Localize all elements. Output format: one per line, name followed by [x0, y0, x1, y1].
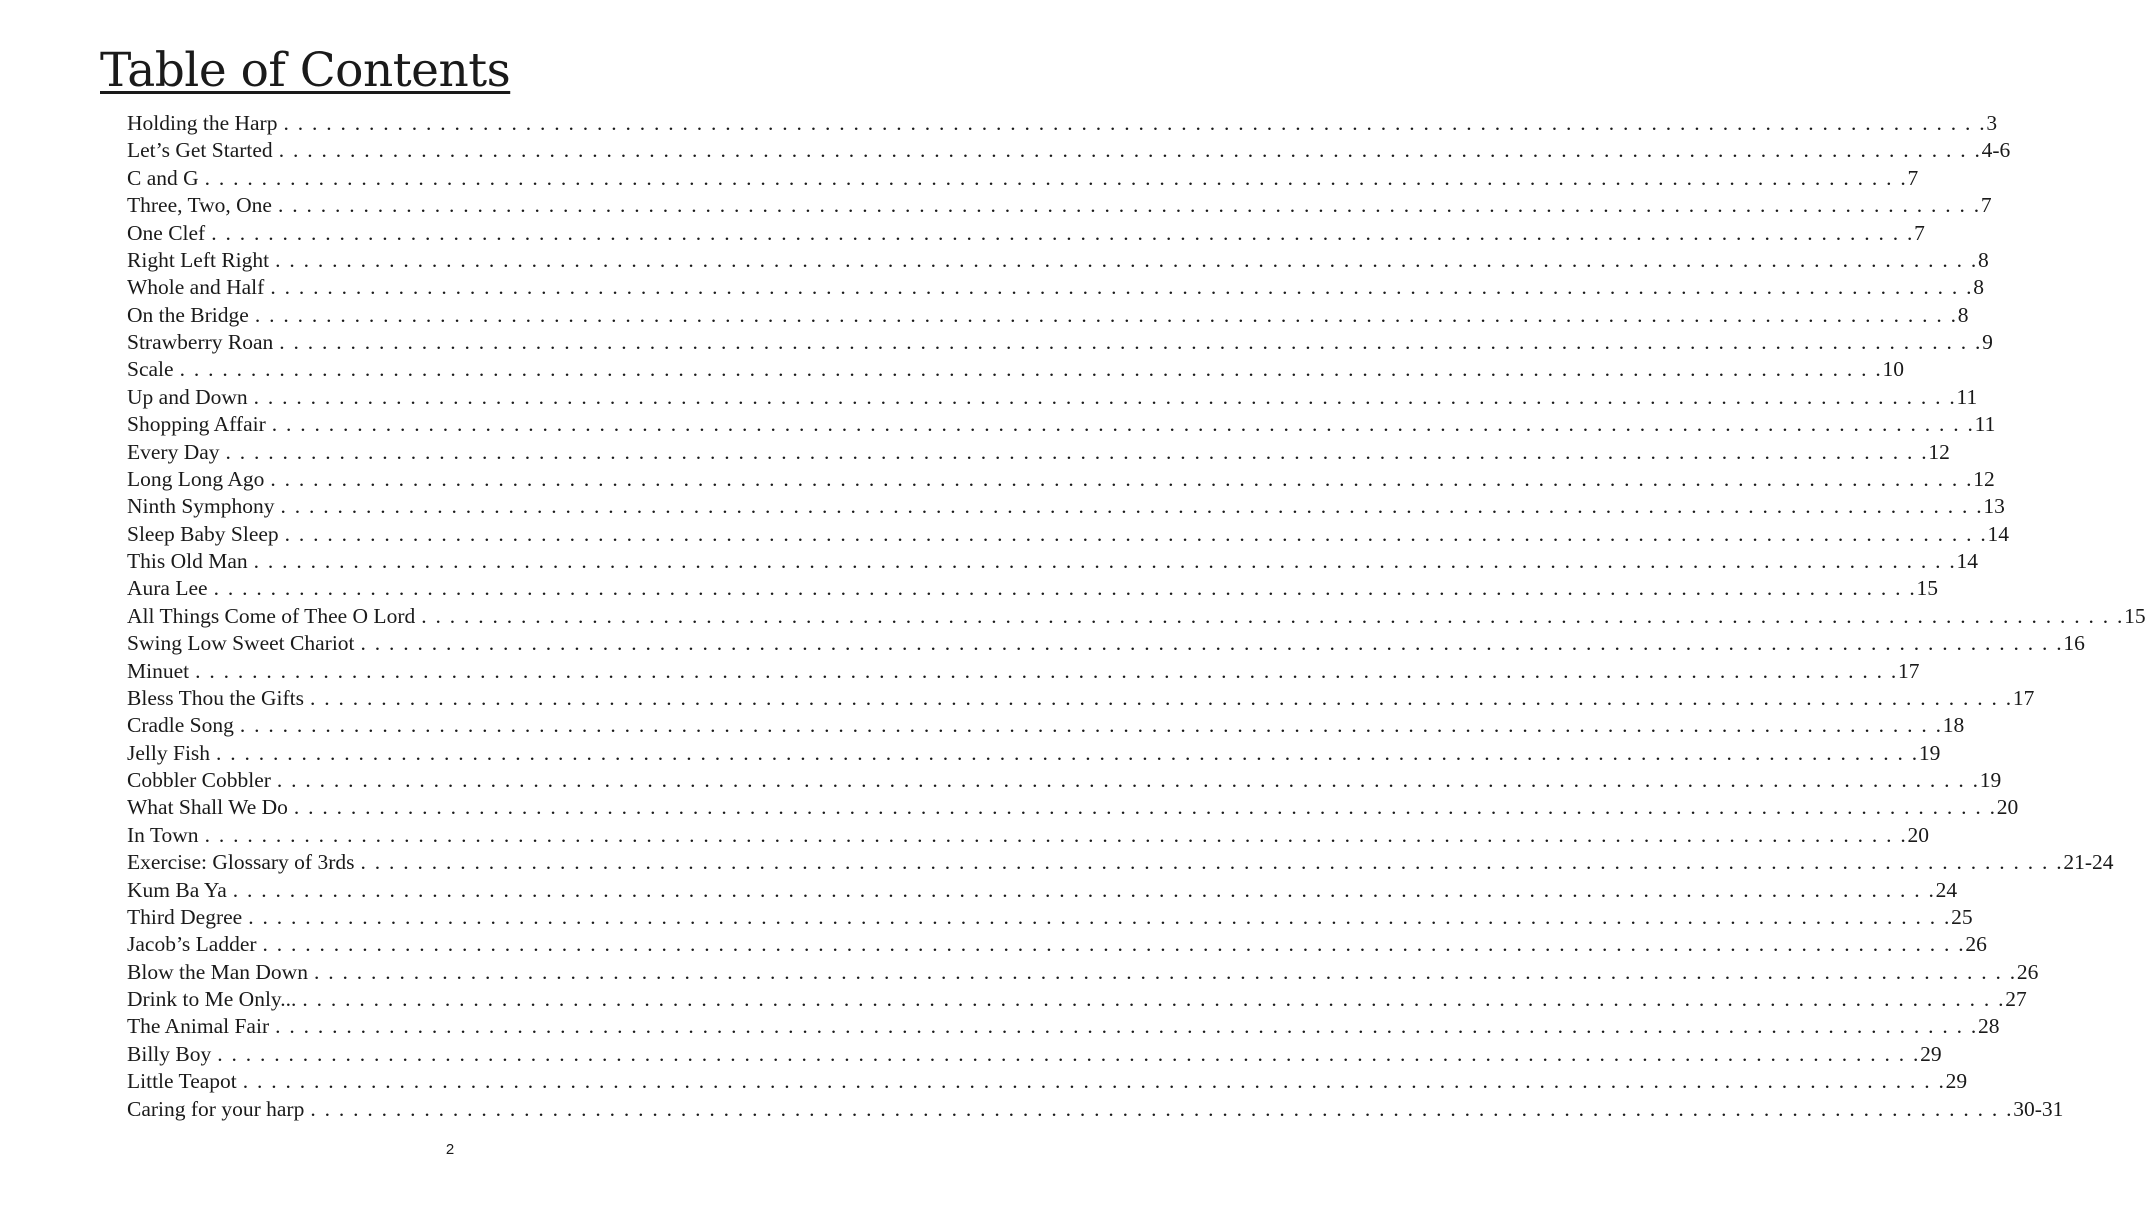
- toc-entry-page: 20: [1907, 822, 1929, 847]
- toc-entry-page: 26: [2016, 959, 2039, 984]
- toc-entry-title: What Shall We Do: [127, 795, 288, 820]
- toc-dot-leader: . . . . . . . . . . . . . . . . . . . . . . . . . . . . . . . . . . . . . . . . . . . . . . . . . . . . . . . . . . . . . . . . . . . . . . . . . . . . . . . . . . . . . . . . . . . . . . . . . . . . . . . . . . . . . . . . . . . . . . . .: [204, 165, 1908, 190]
- toc-entry: [127, 165, 1919, 192]
- toc-entry-title: Every Day: [127, 439, 220, 464]
- toc-entry-page: 17: [1897, 658, 1920, 683]
- toc-dot-leader: . . . . . . . . . . . . . . . . . . . . . . . . . . . . . . . . . . . . . . . . . . . . . . . . . . . . . . . . . . . . . . . . . . . . . . . . . . . . . . . . . . . . . . . . . . . . . . . . . . . . . . . . . . . . . . . . . . . . . . . .: [204, 822, 1908, 847]
- toc-dot-leader: . . . . . . . . . . . . . . . . . . . . . . . . . . . . . . . . . . . . . . . . . . . . . . . . . . . . . . . . . . . . . . . . . . . . . . . . . . . . . . . . . . . . . . . . . . . . . . . . . . . . . . . . . . . . . . . . . . . . . . . .: [275, 247, 1979, 272]
- toc-dot-leader: . . . . . . . . . . . . . . . . . . . . . . . . . . . . . . . . . . . . . . . . . . . . . . . . . . . . . . . . . . . . . . . . . . . . . . . . . . . . . . . . . . . . . . . . . . . . . . . . . . . . . . . . . . . . . . . . . . . . . . . .: [276, 768, 1980, 792]
- toc-entry-page: 27: [2005, 987, 2027, 1011]
- toc-dot-leader: . . . . . . . . . . . . . . . . . . . . . . . . . . . . . . . . . . . . . . . . . . . . . . . . . . . . . . . . . . . . . . . . . . . . . . . . . . . . . . . . . . . . . . . . . . . . . . . . . . . . . . . . . . . . . . . . . . . . . . . .: [278, 138, 1982, 163]
- toc-entry-title: Right Left Right: [127, 247, 270, 272]
- toc-entry-page: 15: [1916, 576, 1938, 601]
- toc-entry-title: Whole and Half: [127, 275, 265, 300]
- toc-entry: [127, 302, 1969, 329]
- page-number: 2: [445, 1141, 455, 1158]
- toc-dot-leader: . . . . . . . . . . . . . . . . . . . . . . . . . . . . . . . . . . . . . . . . . . . . . . . . . . . . . . . . . . . . . . . . . . . . . . . . . . . . . . . . . . . . . . . . . . . . . . . . . . . . . . . . . . . . . . . . . . . . . . . .: [216, 740, 1919, 765]
- toc-dot-leader: . . . . . . . . . . . . . . . . . . . . . . . . . . . . . . . . . . . . . . . . . . . . . . . . . . . . . . . . . . . . . . . . . . . . . . . . . . . . . . . . . . . . . . . . . . . . . . . . . . . . . . . . . . . . . . . . . . . . . . . .: [280, 494, 1984, 519]
- toc-entry-page: 30-31: [2013, 1096, 2064, 1121]
- toc-dot-leader: . . . . . . . . . . . . . . . . . . . . . . . . . . . . . . . . . . . . . . . . . . . . . . . . . . . . . . . . . . . . . . . . . . . . . . . . . . . . . . . . . . . . . . . . . . . . . . . . . . . . . . . . . . . . . . . . . . . . . . . .: [248, 904, 1952, 929]
- toc-entry: [127, 493, 2005, 520]
- toc-entry-title: Kum Ba Ya: [127, 877, 227, 902]
- toc-dot-leader: . . . . . . . . . . . . . . . . . . . . . . . . . . . . . . . . . . . . . . . . . . . . . . . . . . . . . . . . . . . . . . . . . . . . . . . . . . . . . . . . . . . . . . . . . . . . . . . . . . . . . . . . . . . . . . . . . . . . . . . .: [179, 357, 1883, 382]
- toc-entry-title: Swing Low Sweet Chariot: [127, 631, 355, 656]
- toc-entry-page: 28: [1978, 1014, 2000, 1039]
- toc-entry: [127, 356, 1904, 383]
- toc-entry: [127, 822, 1929, 849]
- toc-entry-title: Cobbler Cobbler: [127, 768, 271, 792]
- toc-entry: [127, 658, 1920, 685]
- toc-entry: [127, 466, 1995, 493]
- toc-dot-leader: . . . . . . . . . . . . . . . . . . . . . . . . . . . . . . . . . . . . . . . . . . . . . . . . . . . . . . . . . . . . . . . . . . . . . . . . . . . . . . . . . . . . . . . . . . . . . . . . . . . . . . . . . . . . . . . . . . . . . . . .: [253, 549, 1957, 573]
- toc-list: [127, 110, 2146, 1123]
- toc-entry-title: In Town: [127, 822, 199, 847]
- toc-entry: [127, 1013, 2000, 1040]
- toc-entry: [127, 794, 2019, 821]
- toc-entry: [127, 603, 2146, 630]
- toc-entry-title: Holding the Harp: [127, 111, 278, 135]
- toc-dot-leader: . . . . . . . . . . . . . . . . . . . . . . . . . . . . . . . . . . . . . . . . . . . . . . . . . . . . . . . . . . . . . . . . . . . . . . . . . . . . . . . . . . . . . . . . . . . . . . . . . . . . . . . . . . . . . . . . . . . . . . . .: [217, 1041, 1921, 1066]
- toc-entry: [127, 1068, 1968, 1095]
- toc-entry: [127, 1096, 2064, 1123]
- toc-dot-leader: . . . . . . . . . . . . . . . . . . . . . . . . . . . . . . . . . . . . . . . . . . . . . . . . . . . . . . . . . . . . . . . . . . . . . . . . . . . . . . . . . . . . . . . . . . . . . . . . . . . . . . . . . . . . . . . . . . . . . . . .: [225, 439, 1929, 464]
- toc-dot-leader: . . . . . . . . . . . . . . . . . . . . . . . . . . . . . . . . . . . . . . . . . . . . . . . . . . . . . . . . . . . . . . . . . . . . . . . . . . . . . . . . . . . . . . . . . . . . . . . . . . . . . . . . . . . . . . . . . . . . . . . .: [242, 1069, 1946, 1094]
- toc-entry-title: Minuet: [127, 658, 190, 683]
- toc-dot-leader: . . . . . . . . . . . . . . . . . . . . . . . . . . . . . . . . . . . . . . . . . . . . . . . . . . . . . . . . . . . . . . . . . . . . . . . . . . . . . . . . . . . . . . . . . . . . . . . . . . . . . . . . . . . . . . . . . . . . . . . .: [309, 685, 2013, 710]
- toc-dot-leader: . . . . . . . . . . . . . . . . . . . . . . . . . . . . . . . . . . . . . . . . . . . . . . . . . . . . . . . . . . . . . . . . . . . . . . . . . . . . . . . . . . . . . . . . . . . . . . . . . . . . . . . . . . . . . . . . . . . . . . . .: [253, 384, 1957, 409]
- toc-dot-leader: . . . . . . . . . . . . . . . . . . . . . . . . . . . . . . . . . . . . . . . . . . . . . . . . . . . . . . . . . . . . . . . . . . . . . . . . . . . . . . . . . . . . . . . . . . . . . . . . . . . . . . . . . . . . . . . . . . . . . . . .: [284, 521, 1988, 546]
- toc-entry: [127, 439, 1950, 466]
- toc-entry: [127, 247, 1989, 274]
- toc-dot-leader: . . . . . . . . . . . . . . . . . . . . . . . . . . . . . . . . . . . . . . . . . . . . . . . . . . . . . . . . . . . . . . . . . . . . . . . . . . . . . . . . . . . . . . . . . . . . . . . . . . . . . . . . . . . . . . . . . . . . . . . .: [302, 987, 2006, 1011]
- toc-entry-page: 11: [1974, 412, 1996, 437]
- toc-dot-leader: . . . . . . . . . . . . . . . . . . . . . . . . . . . . . . . . . . . . . . . . . . . . . . . . . . . . . . . . . . . . . . . . . . . . . . . . . . . . . . . . . . . . . . . . . . . . . . . . . . . . . . . . . . . . . . . . . . . . . . . .: [279, 330, 1983, 354]
- toc-entry-page: 21-24: [2063, 850, 2114, 875]
- toc-entry: [127, 110, 1998, 137]
- toc-entry-title: Blow the Man Down: [127, 959, 308, 984]
- toc-entry: [127, 767, 2002, 794]
- toc-entry: [127, 931, 1987, 958]
- toc-entry-title: Little Teapot: [127, 1069, 237, 1094]
- toc-dot-leader: . . . . . . . . . . . . . . . . . . . . . . . . . . . . . . . . . . . . . . . . . . . . . . . . . . . . . . . . . . . . . . . . . . . . . . . . . . . . . . . . . . . . . . . . . . . . . . . . . . . . . . . . . . . . . . . . . . . . . . . .: [239, 713, 1943, 738]
- toc-entry: [127, 740, 1941, 767]
- toc-entry: [127, 712, 1965, 739]
- toc-entry: [127, 685, 2035, 712]
- toc-entry: [127, 630, 2085, 657]
- toc-entry: [127, 192, 1992, 219]
- toc-entry-page: 26: [1965, 932, 1987, 957]
- toc-dot-leader: . . . . . . . . . . . . . . . . . . . . . . . . . . . . . . . . . . . . . . . . . . . . . . . . . . . . . . . . . . . . . . . . . . . . . . . . . . . . . . . . . . . . . . . . . . . . . . . . . . . . . . . . . . . . . . . . . . . . . . . .: [275, 1014, 1978, 1039]
- toc-entry: [127, 986, 2027, 1013]
- toc-entry-page: 12: [1928, 439, 1950, 464]
- toc-entry: [127, 384, 1978, 411]
- toc-entry-title: Drink to Me Only...: [127, 987, 297, 1011]
- toc-dot-leader: . . . . . . . . . . . . . . . . . . . . . . . . . . . . . . . . . . . . . . . . . . . . . . . . . . . . . . . . . . . . . . . . . . . . . . . . . . . . . . . . . . . . . . . . . . . . . . . . . . . . . . . . . . . . . . . . . . . . . . . .: [293, 795, 1997, 820]
- toc-entry: [127, 877, 1958, 904]
- toc-entry: [127, 521, 2010, 548]
- toc-entry-page: 8: [1978, 247, 1989, 272]
- toc-entry-page: 3: [1986, 111, 1998, 135]
- toc-entry-page: 15: [2124, 603, 2146, 628]
- toc-entry-title: Bless Thou the Gifts: [127, 685, 304, 710]
- toc-dot-leader: . . . . . . . . . . . . . . . . . . . . . . . . . . . . . . . . . . . . . . . . . . . . . . . . . . . . . . . . . . . . . . . . . . . . . . . . . . . . . . . . . . . . . . . . . . . . . . . . . . . . . . . . . . . . . . . . . . . . . . . .: [310, 1096, 2014, 1121]
- toc-entry-page: 19: [1979, 768, 2002, 792]
- toc-entry-title: Caring for your harp: [127, 1096, 305, 1121]
- toc-dot-leader: . . . . . . . . . . . . . . . . . . . . . . . . . . . . . . . . . . . . . . . . . . . . . . . . . . . . . . . . . . . . . . . . . . . . . . . . . . . . . . . . . . . . . . . . . . . . . . . . . . . . . . . . . . . . . . . . . . . . . . . .: [254, 302, 1958, 327]
- toc-entry-page: 29: [1920, 1041, 1942, 1066]
- toc-entry-title: On the Bridge: [127, 302, 249, 327]
- toc-entry-page: 12: [1973, 466, 1995, 491]
- toc-entry-title: Sleep Baby Sleep: [127, 521, 279, 546]
- toc-entry: [127, 849, 2114, 876]
- toc-entry-page: 25: [1951, 904, 1973, 929]
- toc-entry-title: Aura Lee: [127, 576, 208, 601]
- toc-entry-page: 29: [1945, 1069, 1968, 1094]
- toc-entry-title: Strawberry Roan: [127, 330, 274, 354]
- toc-entry: [127, 575, 1938, 602]
- toc-dot-leader: . . . . . . . . . . . . . . . . . . . . . . . . . . . . . . . . . . . . . . . . . . . . . . . . . . . . . . . . . . . . . . . . . . . . . . . . . . . . . . . . . . . . . . . . . . . . . . . . . . . . . . . . . . . . . . . . . . . . . . . .: [211, 220, 1915, 245]
- page-title: Table of Contents: [100, 43, 511, 98]
- toc-entry-title: Scale: [127, 357, 174, 382]
- toc-dot-leader: . . . . . . . . . . . . . . . . . . . . . . . . . . . . . . . . . . . . . . . . . . . . . . . . . . . . . . . . . . . . . . . . . . . . . . . . . . . . . . . . . . . . . . . . . . . . . . . . . . . . . . . . . . . . . . . . . . . . . . . .: [213, 576, 1917, 601]
- toc-dot-leader: . . . . . . . . . . . . . . . . . . . . . . . . . . . . . . . . . . . . . . . . . . . . . . . . . . . . . . . . . . . . . . . . . . . . . . . . . . . . . . . . . . . . . . . . . . . . . . . . . . . . . . . . . . . . . . . . . . . . . . . .: [277, 193, 1981, 218]
- toc-entry-page: 24: [1935, 877, 1958, 902]
- toc-entry-page: 7: [1914, 220, 1925, 245]
- toc-dot-leader: . . . . . . . . . . . . . . . . . . . . . . . . . . . . . . . . . . . . . . . . . . . . . . . . . . . . . . . . . . . . . . . . . . . . . . . . . . . . . . . . . . . . . . . . . . . . . . . . . . . . . . . . . . . . . . . . . . . . . . . .: [262, 932, 1966, 957]
- toc-entry-title: Three, Two, One: [127, 193, 272, 218]
- toc-dot-leader: . . . . . . . . . . . . . . . . . . . . . . . . . . . . . . . . . . . . . . . . . . . . . . . . . . . . . . . . . . . . . . . . . . . . . . . . . . . . . . . . . . . . . . . . . . . . . . . . . . . . . . . . . . . . . . . . . . . . . . . .: [421, 603, 2125, 628]
- toc-entry-title: C and G: [127, 165, 199, 190]
- toc-entry-title: Ninth Symphony: [127, 494, 275, 519]
- toc-entry-title: Shopping Affair: [127, 412, 266, 437]
- toc-entry-page: 14: [1956, 549, 1979, 573]
- toc-dot-leader: . . . . . . . . . . . . . . . . . . . . . . . . . . . . . . . . . . . . . . . . . . . . . . . . . . . . . . . . . . . . . . . . . . . . . . . . . . . . . . . . . . . . . . . . . . . . . . . . . . . . . . . . . . . . . . . . . . . . . . . .: [313, 959, 2017, 984]
- toc-entry-page: 13: [1983, 494, 2005, 519]
- toc-entry-page: 11: [1956, 384, 1978, 409]
- toc-entry-page: 20: [1996, 795, 2019, 820]
- toc-dot-leader: . . . . . . . . . . . . . . . . . . . . . . . . . . . . . . . . . . . . . . . . . . . . . . . . . . . . . . . . . . . . . . . . . . . . . . . . . . . . . . . . . . . . . . . . . . . . . . . . . . . . . . . . . . . . . . . . . . . . . . . .: [271, 412, 1975, 437]
- toc-entry-page: 8: [1957, 302, 1969, 327]
- toc-entry-page: 7: [1907, 165, 1919, 190]
- toc-entry-page: 8: [1973, 275, 1984, 300]
- toc-entry-title: Jacob’s Ladder: [127, 932, 257, 957]
- toc-entry-title: Third Degree: [127, 904, 243, 929]
- toc-entry: [127, 959, 2039, 986]
- toc-entry: [127, 548, 1979, 575]
- toc-entry-title: Let’s Get Started: [127, 138, 273, 163]
- toc-entry-page: 14: [1987, 521, 2010, 546]
- toc-entry-page: 9: [1982, 330, 1993, 354]
- toc-entry-page: 16: [2063, 631, 2085, 656]
- toc-entry-page: 10: [1882, 357, 1904, 382]
- toc-entry: [127, 1041, 1942, 1068]
- toc-entry: [127, 137, 2011, 164]
- toc-dot-leader: . . . . . . . . . . . . . . . . . . . . . . . . . . . . . . . . . . . . . . . . . . . . . . . . . . . . . . . . . . . . . . . . . . . . . . . . . . . . . . . . . . . . . . . . . . . . . . . . . . . . . . . . . . . . . . . . . . . . . . . .: [232, 877, 1936, 902]
- toc-entry-title: Long Long Ago: [127, 466, 265, 491]
- toc-entry-title: Billy Boy: [127, 1041, 212, 1066]
- toc-dot-leader: . . . . . . . . . . . . . . . . . . . . . . . . . . . . . . . . . . . . . . . . . . . . . . . . . . . . . . . . . . . . . . . . . . . . . . . . . . . . . . . . . . . . . . . . . . . . . . . . . . . . . . . . . . . . . . . . . . . . . . . .: [270, 466, 1974, 491]
- toc-entry-page: 19: [1918, 740, 1941, 765]
- toc-entry-title: Exercise: Glossary of 3rds: [127, 850, 355, 875]
- toc-entry-title: This Old Man: [127, 549, 248, 573]
- toc-entry-page: 18: [1942, 713, 1965, 738]
- toc-entry-title: All Things Come of Thee O Lord: [127, 603, 416, 628]
- toc-entry-page: 4-6: [1981, 138, 2011, 163]
- toc-entry-page: 17: [2012, 685, 2035, 710]
- toc-entry: [127, 329, 1993, 356]
- toc-dot-leader: . . . . . . . . . . . . . . . . . . . . . . . . . . . . . . . . . . . . . . . . . . . . . . . . . . . . . . . . . . . . . . . . . . . . . . . . . . . . . . . . . . . . . . . . . . . . . . . . . . . . . . . . . . . . . . . . . . . . . . . .: [283, 111, 1987, 135]
- toc-dot-leader: . . . . . . . . . . . . . . . . . . . . . . . . . . . . . . . . . . . . . . . . . . . . . . . . . . . . . . . . . . . . . . . . . . . . . . . . . . . . . . . . . . . . . . . . . . . . . . . . . . . . . . . . . . . . . . . . . . . . . . . .: [195, 658, 1898, 683]
- toc-entry: [127, 411, 1996, 438]
- toc-entry-title: Cradle Song: [127, 713, 234, 738]
- toc-entry-page: 7: [1980, 193, 1992, 218]
- toc-dot-leader: . . . . . . . . . . . . . . . . . . . . . . . . . . . . . . . . . . . . . . . . . . . . . . . . . . . . . . . . . . . . . . . . . . . . . . . . . . . . . . . . . . . . . . . . . . . . . . . . . . . . . . . . . . . . . . . . . . . . . . . .: [360, 631, 2064, 656]
- toc-entry: [127, 220, 1925, 247]
- toc-entry-title: One Clef: [127, 220, 206, 245]
- toc-entry: [127, 274, 1984, 301]
- toc-entry-title: Jelly Fish: [127, 740, 211, 765]
- toc-dot-leader: . . . . . . . . . . . . . . . . . . . . . . . . . . . . . . . . . . . . . . . . . . . . . . . . . . . . . . . . . . . . . . . . . . . . . . . . . . . . . . . . . . . . . . . . . . . . . . . . . . . . . . . . . . . . . . . . . . . . . . . .: [270, 275, 1974, 300]
- toc-entry-title: The Animal Fair: [127, 1014, 270, 1039]
- toc-entry: [127, 904, 1973, 931]
- toc-entry-title: Up and Down: [127, 384, 248, 409]
- toc-dot-leader: . . . . . . . . . . . . . . . . . . . . . . . . . . . . . . . . . . . . . . . . . . . . . . . . . . . . . . . . . . . . . . . . . . . . . . . . . . . . . . . . . . . . . . . . . . . . . . . . . . . . . . . . . . . . . . . . . . . . . . . .: [360, 850, 2064, 875]
